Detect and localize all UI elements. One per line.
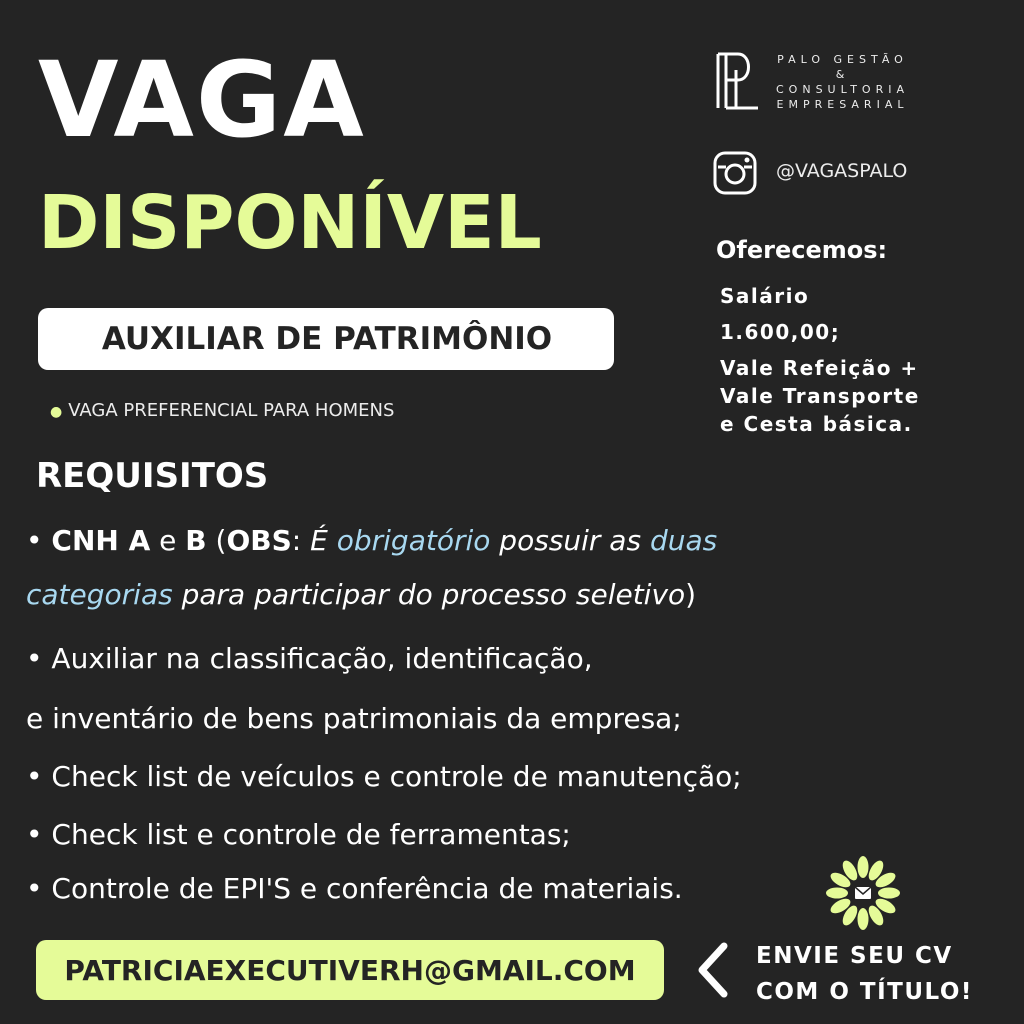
requirement-item: • Controle de EPI'S e conferência de materiais. [26, 872, 683, 905]
offer-heading: Oferecemos: [716, 236, 888, 264]
mail-flower-icon [826, 856, 900, 930]
obs-label: OBS [226, 524, 292, 557]
offer-line: Vale Refeição + [720, 356, 919, 380]
role-label: AUXILIAR DE PATRIMÔNIO [101, 321, 553, 357]
email-button[interactable] [36, 940, 664, 1000]
cta-line1: ENVIE SEU CV [756, 943, 953, 969]
requirement-item: • Check list e controle de ferramentas; [26, 818, 571, 851]
bullet-dot: ● [50, 404, 63, 420]
connector: e [150, 524, 186, 557]
rest-text: para participar do processo seletivo [172, 578, 686, 611]
cta-line2: COM O TÍTULO! [756, 979, 973, 1005]
colon: : [291, 524, 311, 557]
cta-text [756, 938, 973, 1010]
title-disponivel: DISPONÍVEL [38, 180, 542, 266]
offer-line: Salário [720, 284, 810, 308]
paren-open: ( [206, 524, 227, 557]
logo-line: EMPRESARIAL [776, 98, 909, 111]
offer-line: Vale Transporte [720, 384, 920, 408]
role-badge [38, 308, 614, 370]
highlight-duas: duas [649, 524, 718, 557]
logo-line: & [835, 68, 850, 81]
cnh-a: CNH A [51, 524, 151, 557]
instagram-icon[interactable] [712, 150, 758, 196]
logo-line: PALO GESTÃO [777, 53, 908, 66]
paren-close: ) [685, 578, 697, 611]
pl-monogram-icon [712, 50, 762, 112]
bullet: • [26, 524, 52, 557]
preference-note [50, 400, 394, 421]
possuir-text: possuir as [490, 524, 650, 557]
instagram-handle[interactable]: @VAGASPALO [776, 160, 908, 182]
requirement-item: • Check list de veículos e controle de manutenção; [26, 760, 742, 793]
company-name [776, 52, 909, 112]
highlight-obrigatorio: obrigatório [336, 524, 491, 557]
offer-line: 1.600,00; [720, 320, 841, 344]
requirement-cnh-cont [26, 578, 696, 611]
logo-line: CONSULTORIA [776, 83, 910, 96]
title-vaga: VAGA [38, 39, 366, 161]
requirements-heading: REQUISITOS [36, 456, 269, 496]
requirement-item: e inventário de bens patrimoniais da empresa; [26, 702, 682, 735]
offer-line: e Cesta básica. [720, 412, 913, 436]
chevron-left-icon [690, 940, 734, 1000]
requirement-cnh [26, 524, 717, 557]
cnh-b: B [185, 524, 207, 557]
highlight-categorias: categorias [26, 578, 173, 611]
e-cap: É [310, 524, 337, 557]
email-address[interactable]: PATRICIAEXECUTIVERH@GMAIL.COM [64, 953, 636, 987]
requirement-item: • Auxiliar na classificação, identificação, [26, 642, 593, 675]
preference-text: VAGA PREFERENCIAL PARA HOMENS [68, 400, 395, 421]
